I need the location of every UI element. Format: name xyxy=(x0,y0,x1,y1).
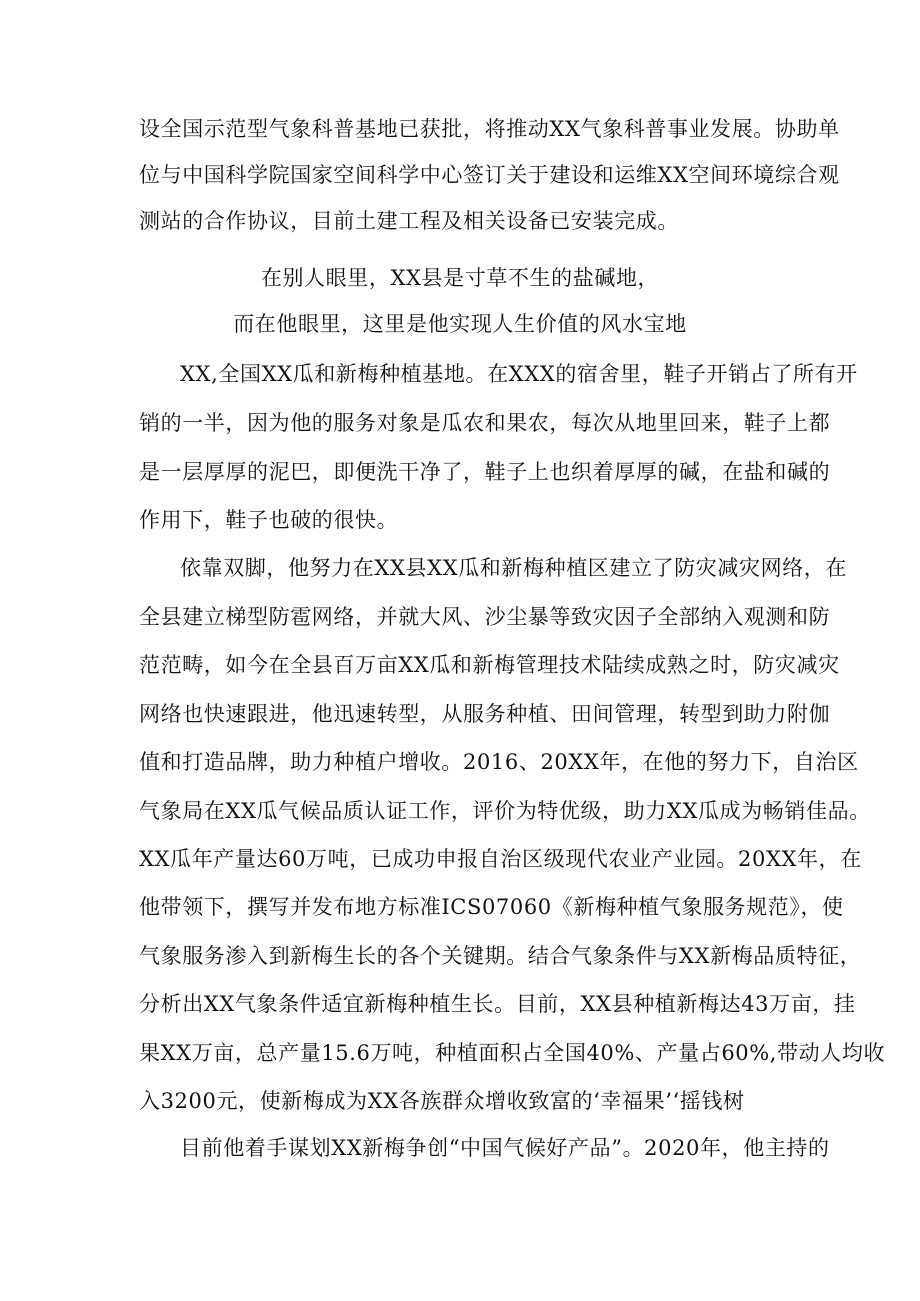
text-line-22: 目前他着手谋划XX新梅争创“中国气候好产品”。2020年，他主持的 xyxy=(180,1136,830,1160)
text-line-10: 依靠双脚，他努力在XX县XX瓜和新梅种植区建立了防灾减灾网络，在 xyxy=(180,556,847,580)
text-line-7: 销的一半，因为他的服务对象是瓜农和果农，每次从地里回来，鞋子上都 xyxy=(139,411,831,435)
text-line-9: 作用下，鞋子也破的很快。 xyxy=(139,508,399,532)
text-line-21: 入3200元，使新梅成为XX各族群众增收致富的‘幸福果’‘摇钱树 xyxy=(139,1089,745,1113)
text-line-19: 分析出XX气象条件适宜新梅种植生长。目前，XX县种植新梅达43万亩，挂 xyxy=(139,992,856,1016)
text-line-1: 设全国示范型气象科普基地已获批，将推动XX气象科普事业发展。协助单 xyxy=(139,117,840,141)
text-line-15: 气象局在XX瓜气候品质认证工作，评价为特优级，助力XX瓜成为畅销佳品。 xyxy=(139,799,871,823)
text-line-6: XX,全国XX瓜和新梅种植基地。在XXX的宿舍里，鞋子开销占了所有开 xyxy=(180,362,858,386)
text-line-20: 果XX万亩，总产量15.6万吨，种植面积占全国40%、产量占60%,带动人均收 xyxy=(139,1041,886,1065)
text-line-2: 位与中国科学院国家空间科学中心签订关于建设和运维XX空间环境综合观 xyxy=(139,163,840,187)
text-line-3: 测站的合作协议，目前土建工程及相关设备已安装完成。 xyxy=(139,209,679,233)
text-line-8: 是一层厚厚的泥巴，即便洗干净了，鞋子上也织着厚厚的碱，在盐和碱的 xyxy=(139,460,831,484)
text-line-16: XX瓜年产量达60万吨，已成功申报自治区级现代农业产业园。20XX年，在 xyxy=(139,847,862,871)
centered-line-1: 在别人眼里，XX县是寸草不生的盐碱地， xyxy=(260,266,660,290)
centered-line-2: 而在他眼里，这里是他实现人生价值的风水宝地 xyxy=(233,312,687,336)
text-line-18: 气象服务渗入到新梅生长的各个关键期。结合气象条件与XX新梅品质特征， xyxy=(139,944,862,968)
text-line-12: 范范畴，如今在全县百万亩XX瓜和新梅管理技术陆续成熟之时，防灾减灾 xyxy=(139,653,840,677)
text-line-13: 网络也快速跟进，他迅速转型，从服务种植、田间管理，转型到助力附伽 xyxy=(139,702,831,726)
text-line-17: 他带领下，撰写并发布地方标准ICS07060《新梅种植气象服务规范》，使 xyxy=(139,895,844,919)
text-line-14: 值和打造品牌，助力种植户增收。2016、20XX年，在他的努力下，自治区 xyxy=(139,750,859,774)
text-line-11: 全县建立梯型防雹网络，并就大风、沙尘暴等致灾因子全部纳入观测和防 xyxy=(139,605,831,629)
